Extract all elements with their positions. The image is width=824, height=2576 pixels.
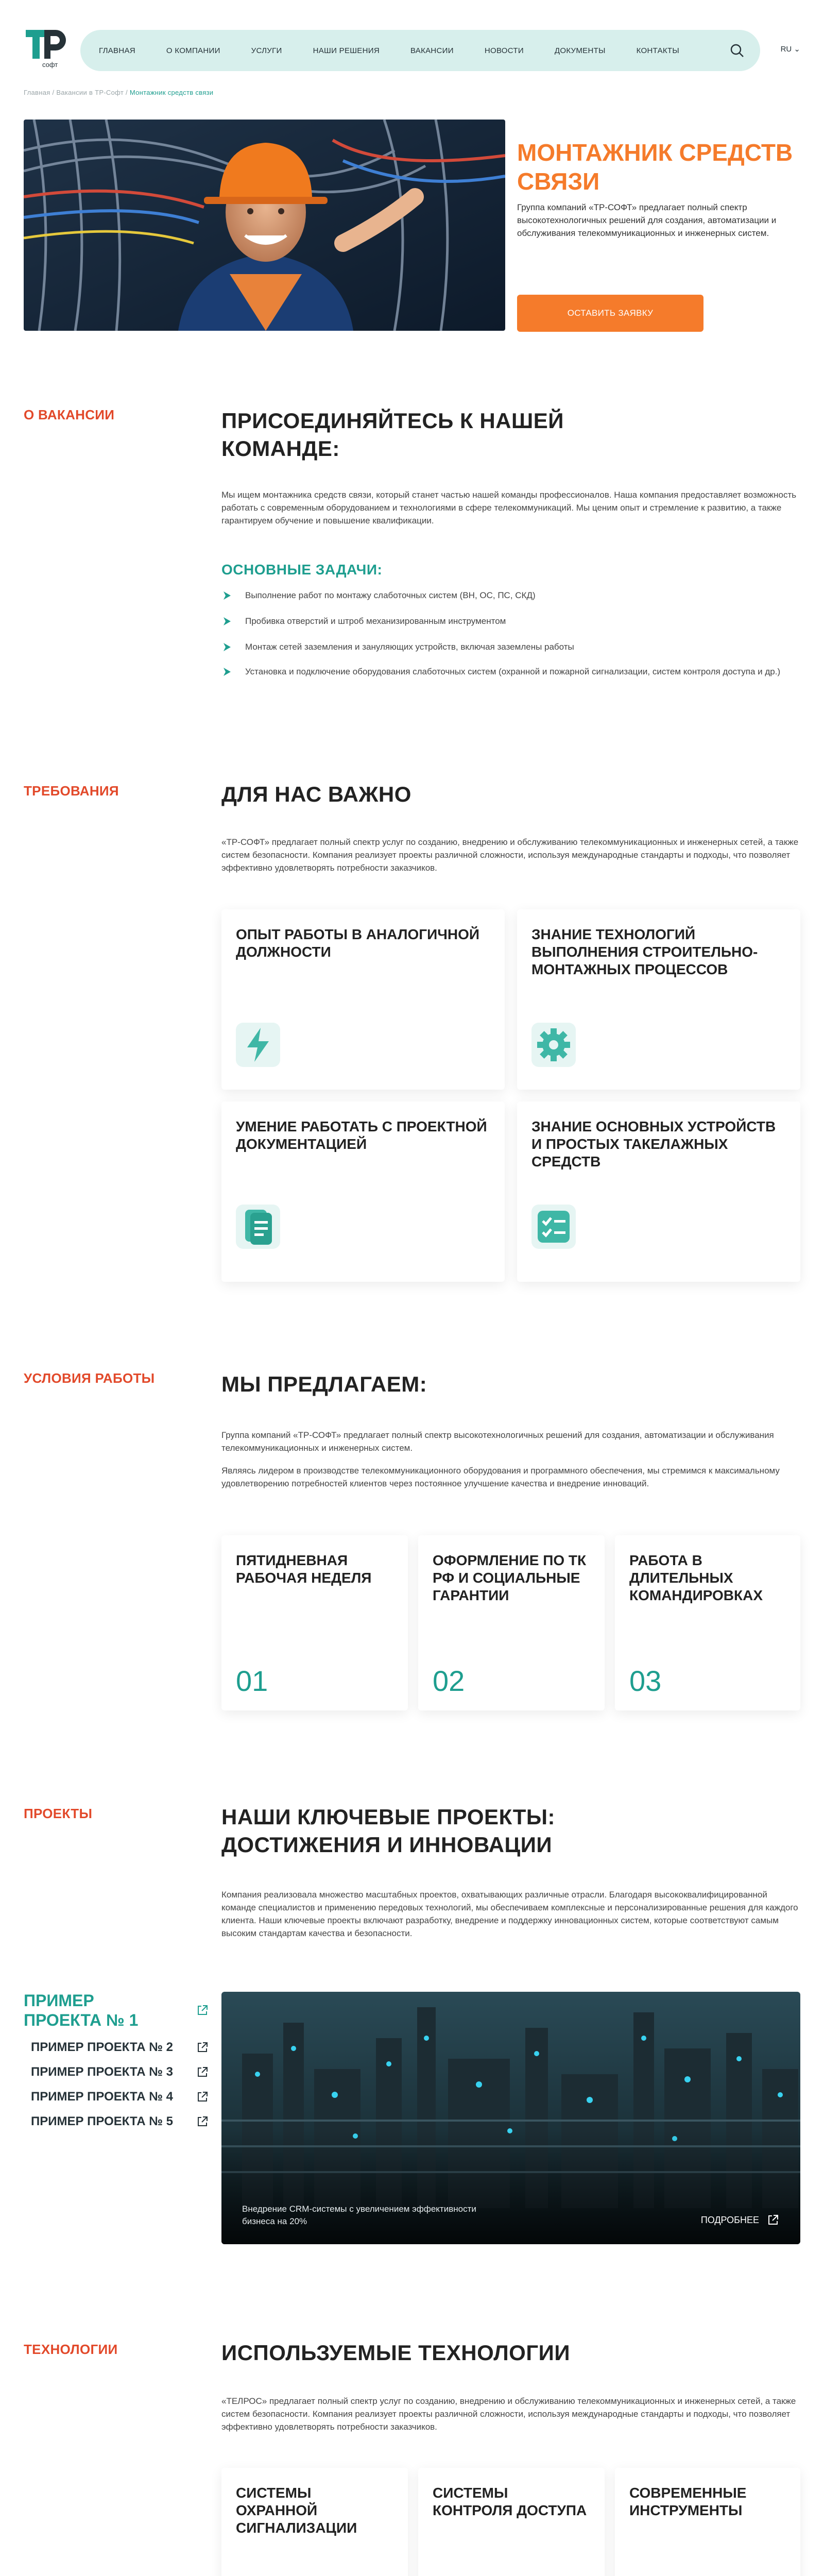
offer-card-number: 01: [236, 1665, 268, 1697]
external-link-icon: [196, 2004, 209, 2017]
conditions-title: МЫ ПРЕДЛАГАЕМ:: [221, 1372, 427, 1396]
technology-card: [418, 2468, 605, 2576]
requirement-card-title: ОПЫТ РАБОТЫ В АНАЛОГИЧНОЙ ДОЛЖНОСТИ: [236, 926, 480, 960]
project-tab-label: ПРИМЕР ПРОЕКТА № 5: [31, 2114, 173, 2128]
external-link-icon: [196, 2115, 209, 2128]
task-text: Пробивка отверстий и штроб механизированным инструментом: [245, 616, 506, 626]
arrow-icon: [221, 590, 233, 601]
gear-icon: [531, 1023, 576, 1067]
about-text: Мы ищем монтажника средств связи, который станет частью нашей команды профессионалов. Наша компания предоставляет возможность работать с современным оборудованием и технологиями в сфере телекоммуникаций. Мы ценим опыт и стремление к развитию, а также гарантируем обучение и повышение квалификации.: [221, 490, 797, 526]
technologies-text: «ТЕЛРОС» предлагает полный спектр услуг по созданию, внедрению и обслуживанию телекоммуникационных и инженерных сетей, а также систем безопасности. Компания реализует проекты различной сложности, используя международные стандарты и подходы, что позволяет эффективно удовлетворять потребности заказчиков.: [221, 2396, 796, 2432]
project-tab-label: ПРИМЕР ПРОЕКТА № 4: [31, 2090, 173, 2104]
task-item: [221, 615, 798, 628]
project-caption-line: бизнеса на 20%: [242, 2216, 307, 2226]
task-text: Установка и подключение оборудования слаботочных систем (охранной и пожарной сигнализации, систем контроля доступа и др.): [245, 667, 781, 676]
projects-text: Компания реализовала множество масштабных проектов, охватывающих различные отрасли. Благодаря высококвалифицированной команде специалистов и применению передовых технологий, мы обеспечиваем комплексные и персонализированные решения для каждого клиента. Наши ключевые проекты включают разработку, внедрение и поддержку инновационных систем, которые соответствуют самым высоким стандартам качества и безопасности.: [221, 1890, 798, 1938]
projects-list: [24, 1991, 209, 2139]
breadcrumb-separator: /: [52, 89, 57, 96]
section-label-requirements: ТРЕБОВАНИЯ: [24, 783, 119, 799]
requirement-card-title: УМЕНИЕ РАБОТАТЬ С ПРОЕКТНОЙ ДОКУМЕНТАЦИЕЙ: [236, 1118, 487, 1152]
offer-card-title: ОФОРМЛЕНИЕ ПО ТК РФ И СОЦИАЛЬНЫЕ ГАРАНТИИ: [433, 1552, 587, 1603]
offer-card-number: 03: [629, 1665, 662, 1697]
offer-card: [221, 1535, 408, 1710]
project-tab-label: ПРИМЕР ПРОЕКТА № 1: [24, 1991, 139, 2029]
task-text: Монтаж сетей заземления и зануляющих устройств, включая заземлены работы: [245, 642, 574, 652]
nav-documents[interactable]: ДОКУМЕНТЫ: [554, 46, 606, 55]
project-tab-2[interactable]: [24, 2040, 209, 2055]
requirements-title: ДЛЯ НАС ВАЖНО: [221, 782, 411, 806]
requirement-card-title: ЗНАНИЕ ТЕХНОЛОГИЙ ВЫПОЛНЕНИЯ СТРОИТЕЛЬНО-МОНТАЖНЫХ ПРОЦЕССОВ: [531, 926, 758, 977]
arrow-icon: [221, 616, 233, 627]
requirement-card: [517, 1101, 800, 1282]
main-nav: [80, 30, 760, 71]
section-label-technologies: ТЕХНОЛОГИИ: [24, 2342, 118, 2357]
nav-vacancies[interactable]: ВАКАНСИИ: [410, 46, 454, 55]
nav-home[interactable]: ГЛАВНАЯ: [99, 46, 135, 55]
nav-about[interactable]: О КОМПАНИИ: [166, 46, 220, 55]
logo-text: софт: [42, 61, 58, 69]
nav-news[interactable]: НОВОСТИ: [484, 46, 524, 55]
breadcrumb-home[interactable]: Главная: [24, 89, 50, 96]
section-label-projects: ПРОЕКТЫ: [24, 1806, 93, 1821]
search-icon[interactable]: [729, 43, 745, 58]
breadcrumb-current: Монтажник средств связи: [129, 89, 214, 96]
document-icon: [236, 1205, 280, 1249]
page-title: МОНТАЖНИК СРЕДСТВ СВЯЗИ: [517, 139, 793, 195]
requirement-card: [221, 909, 505, 1090]
technology-card-title: СИСТЕМЫ ОХРАННОЙ СИГНАЛИЗАЦИИ: [236, 2485, 357, 2536]
offer-card-number: 02: [433, 1665, 465, 1697]
task-item: [221, 640, 798, 653]
projects-title: НАШИ КЛЮЧЕВЫЕ ПРОЕКТЫ: ДОСТИЖЕНИЯ И ИННОВАЦИИ: [221, 1805, 556, 1857]
site-header: [24, 21, 800, 77]
chevron-down-icon: ⌄: [794, 45, 800, 54]
conditions-text-1: Группа компаний «ТР-СОФТ» предлагает полный спектр высокотехнологичных решений для создания, автоматизации и обслуживания телекоммуникационных и инженерных систем.: [221, 1430, 774, 1453]
language-switch[interactable]: [781, 44, 800, 54]
breadcrumb: [24, 89, 213, 96]
nav-contacts[interactable]: КОНТАКТЫ: [636, 46, 679, 55]
external-link-icon: [196, 2090, 209, 2104]
technology-card: [221, 2468, 408, 2576]
about-title: ПРИСОЕДИНЯЙТЕСЬ К НАШЕЙ КОМАНДЕ:: [221, 409, 564, 461]
task-text: Выполнение работ по монтажу слаботочных систем (ВН, ОС, ПС, СКД): [245, 590, 536, 600]
tasks-title: ОСНОВНЫЕ ЗАДАЧИ:: [221, 562, 383, 578]
technology-card-title: СОВРЕМЕННЫЕ ИНСТРУМЕНТЫ: [629, 2485, 747, 2518]
task-item: [221, 665, 798, 678]
hero-image: [24, 120, 505, 331]
external-link-icon: [196, 2065, 209, 2079]
project-tab-1[interactable]: [24, 1991, 209, 2030]
project-tab-label: ПРИМЕР ПРОЕКТА № 2: [31, 2040, 173, 2054]
section-label-conditions: УСЛОВИЯ РАБОТЫ: [24, 1370, 155, 1386]
arrow-icon: [221, 666, 233, 677]
project-tab-5[interactable]: [24, 2114, 209, 2129]
task-item: [221, 589, 798, 602]
requirements-text: «ТР-СОФТ» предлагает полный спектр услуг по созданию, внедрению и обслуживанию телекоммуникационных и инженерных сетей, а также систем безопасности. Компания реализует проекты различной сложности, используя международные стандарты и подходы, что позволяет эффективно удовлетворять потребности заказчиков.: [221, 837, 799, 873]
external-link-icon: [766, 2213, 780, 2227]
language-label: RU: [780, 45, 792, 54]
breadcrumb-separator: /: [126, 89, 130, 96]
requirement-card: [221, 1101, 505, 1282]
nav-services[interactable]: УСЛУГИ: [251, 46, 282, 55]
technology-card: [615, 2468, 800, 2576]
external-link-icon: [196, 2041, 209, 2054]
section-label-about: О ВАКАНСИИ: [24, 407, 115, 422]
project-caption: [242, 2203, 476, 2228]
technology-card-title: СИСТЕМЫ КОНТРОЛЯ ДОСТУПА: [433, 2485, 587, 2518]
requirement-card: [517, 909, 800, 1090]
breadcrumb-vacancies[interactable]: Вакансии в ТР-Софт: [56, 89, 124, 96]
project-tab-4[interactable]: [24, 2090, 209, 2104]
offer-card-title: РАБОТА В ДЛИТЕЛЬНЫХ КОМАНДИРОВКАХ: [629, 1552, 763, 1603]
logo[interactable]: [24, 25, 70, 71]
offer-card: [418, 1535, 605, 1710]
lightning-icon: [236, 1023, 280, 1067]
hero-description: Группа компаний «ТР-СОФТ» предлагает полный спектр высокотехнологичных решений для создания, автоматизации и обслуживания телекоммуникационных и инженерных систем.: [517, 202, 777, 238]
nav-solutions[interactable]: НАШИ РЕШЕНИЯ: [313, 46, 380, 55]
project-caption-line: Внедрение CRM-системы с увеличением эффективности: [242, 2204, 476, 2214]
project-tab-label: ПРИМЕР ПРОЕКТА № 3: [31, 2065, 173, 2079]
arrow-icon: [221, 641, 233, 653]
requirement-card-title: ЗНАНИЕ ОСНОВНЫХ УСТРОЙСТВ И ПРОСТЫХ ТАКЕЛАЖНЫХ СРЕДСТВ: [531, 1118, 776, 1170]
more-label: ПОДРОБНЕЕ: [700, 2214, 759, 2225]
offer-card: [615, 1535, 800, 1710]
offer-card-title: ПЯТИДНЕВНАЯ РАБОЧАЯ НЕДЕЛЯ: [236, 1552, 372, 1586]
technologies-title: ИСПОЛЬЗУЕМЫЕ ТЕХНОЛОГИИ: [221, 2341, 571, 2365]
checklist-icon: [531, 1205, 576, 1249]
apply-button[interactable]: ОСТАВИТЬ ЗАЯВКУ: [517, 295, 703, 332]
project-image[interactable]: [221, 1992, 800, 2244]
project-more-link[interactable]: [701, 2213, 780, 2227]
project-tab-3[interactable]: [24, 2065, 209, 2079]
conditions-text-2: Являясь лидером в производстве телекоммуникационного оборудования и программного обеспечения, мы стремимся к максимальному удовлетворению потребностей клиентов через постоянное улучшение качества и внедрение инноваций.: [221, 1466, 780, 1488]
